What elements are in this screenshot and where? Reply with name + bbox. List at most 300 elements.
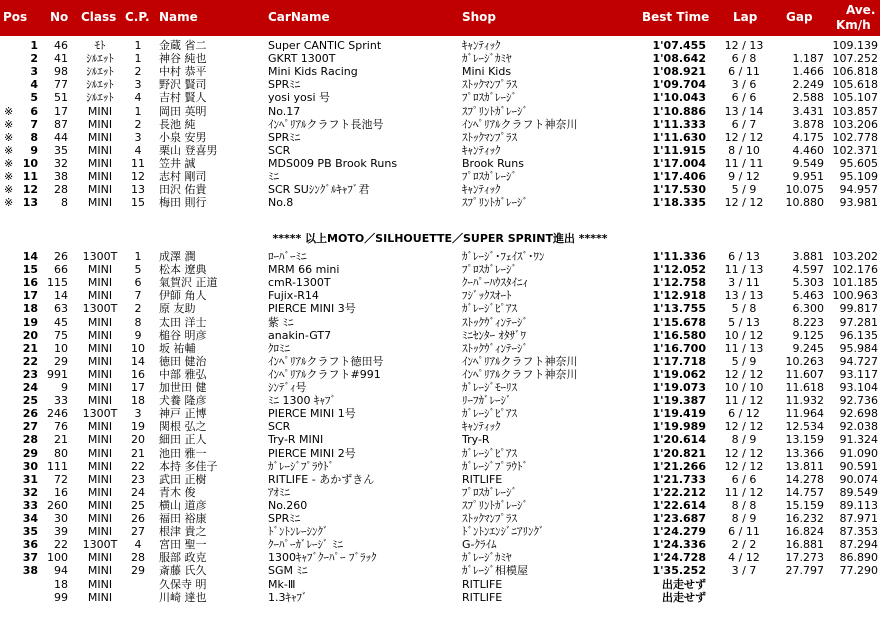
table-row <box>0 39 880 52</box>
row-no: 80 <box>54 446 68 460</box>
table-row <box>0 118 880 131</box>
row-mark: ※ <box>4 183 14 197</box>
header-lap: Lap <box>733 10 758 24</box>
row-lap: 12 / 13 <box>724 39 764 52</box>
row-carname: ｸｰﾊﾟｰｶﾞﾚｰｼﾞ ﾐﾆ <box>268 538 343 552</box>
row-gap: 16.881 <box>785 538 824 552</box>
row-shop: ｸｰﾊﾟｰﾊｳｽﾀｲﾆｨ <box>462 276 528 290</box>
row-best-time: 1'19.073 <box>652 381 706 394</box>
row-ave: 105.107 <box>832 91 878 105</box>
row-pos: 29 <box>22 446 38 460</box>
row-pos: 20 <box>22 328 38 342</box>
row-no: 38 <box>54 170 68 183</box>
row-class: MINI <box>87 498 113 512</box>
row-ave: 94.957 <box>839 183 878 197</box>
row-best-time: 1'15.678 <box>652 315 706 329</box>
row-shop: ﾘｰﾌｶﾞﾚｰｼﾞ <box>462 394 512 408</box>
row-pos: 13 <box>22 196 38 210</box>
row-cp: 19 <box>131 420 145 434</box>
table-row <box>0 183 880 196</box>
row-class: MINI <box>87 143 113 157</box>
row-gap: 10.075 <box>785 183 824 197</box>
row-name: 成澤 潤 <box>159 250 196 263</box>
row-class: MINI <box>87 328 113 342</box>
row-cp: 22 <box>131 459 145 473</box>
row-best-time: 1'12.052 <box>652 263 706 277</box>
row-pos: 14 <box>22 250 38 263</box>
row-class: 1300T <box>82 302 118 316</box>
row-class: ｼﾙｴｯﾄ <box>86 65 114 79</box>
row-no: 87 <box>54 117 68 131</box>
table-row <box>0 276 880 289</box>
row-no: 111 <box>47 459 68 473</box>
row-ave: 102.176 <box>832 263 878 277</box>
row-mark: ※ <box>4 196 14 210</box>
row-lap: 9 / 12 <box>728 170 760 183</box>
row-carname: Mk-Ⅲ <box>268 577 296 591</box>
row-lap: 11 / 12 <box>724 485 764 499</box>
row-name: 細田 正人 <box>159 433 207 447</box>
row-cp: 14 <box>131 354 145 368</box>
row-no: 41 <box>54 52 68 66</box>
row-ave: 105.618 <box>832 78 878 92</box>
row-class: MINI <box>87 381 113 394</box>
row-no: 16 <box>54 485 68 499</box>
row-ave: 95.984 <box>839 341 878 355</box>
row-pos: 1 <box>30 39 38 52</box>
row-cp: 4 <box>134 91 142 105</box>
row-ave: 87.353 <box>839 525 878 539</box>
row-shop: ﾐﾆｾﾝﾀｰ ｵﾀｻﾞﾜ <box>462 328 526 342</box>
row-class: MINI <box>87 170 113 183</box>
row-class: MINI <box>87 472 113 486</box>
table-row <box>0 460 880 473</box>
row-class: MINI <box>87 289 113 303</box>
row-class: MINI <box>87 420 113 434</box>
row-shop: ｲﾝﾍﾟﾘｱﾙクラフト神奈川 <box>462 367 578 381</box>
table-row <box>0 551 880 564</box>
row-shop: ﾌﾟﾛｽｶﾞﾚｰｼﾞ <box>462 170 517 183</box>
row-best-time: 出走せず <box>662 577 706 591</box>
row-cp: 4 <box>134 538 142 552</box>
row-carname: ｼﾝﾃﾞｨ号 <box>268 381 307 394</box>
row-class: MINI <box>87 446 113 460</box>
row-pos: 21 <box>22 341 38 355</box>
row-carname: SGM ﾐﾆ <box>268 564 308 578</box>
row-name: 青木 俊 <box>159 485 196 499</box>
row-shop: RITLIFE <box>462 577 503 591</box>
row-best-time: 1'16.700 <box>652 341 706 355</box>
row-carname: Fujix-R14 <box>268 289 319 303</box>
row-cp: 1 <box>134 104 142 118</box>
row-gap: 5.463 <box>792 289 824 303</box>
row-best-time: 1'17.718 <box>652 354 706 368</box>
row-lap: 8 / 10 <box>728 143 760 157</box>
row-carname: PIERCE MINI 2号 <box>268 446 356 460</box>
row-cp: 11 <box>131 156 145 170</box>
table-row <box>0 407 880 420</box>
row-lap: 6 / 6 <box>731 472 757 486</box>
row-carname: PIERCE MINI 1号 <box>268 407 356 421</box>
table-row <box>0 447 880 460</box>
row-best-time: 出走せず <box>662 590 706 604</box>
table-row <box>0 196 880 209</box>
row-lap: 4 / 12 <box>728 551 760 565</box>
row-lap: 6 / 11 <box>728 525 760 539</box>
table-row <box>0 289 880 302</box>
row-pos: 2 <box>30 52 38 66</box>
row-shop: ｷｬﾝﾃｨｯｸ <box>462 183 501 197</box>
row-lap: 12 / 12 <box>724 367 764 381</box>
table-row <box>0 578 880 591</box>
row-best-time: 1'09.704 <box>652 78 706 92</box>
row-lap: 5 / 9 <box>731 183 757 197</box>
row-name: 斎藤 氏久 <box>159 564 207 578</box>
row-carname: SPRﾐﾆ <box>268 78 301 92</box>
row-gap: 4.460 <box>792 143 824 157</box>
row-ave: 93.981 <box>839 196 878 210</box>
row-shop: ｶﾞﾚｰｼﾞ相模屋 <box>462 564 528 578</box>
row-class: MINI <box>87 117 113 131</box>
row-carname: No.260 <box>268 498 308 512</box>
row-shop: ｽﾌﾟﾘﾝﾄｶﾞﾚｰｼﾞ <box>462 498 528 512</box>
table-header <box>0 0 880 36</box>
row-class: MINI <box>87 263 113 277</box>
row-class: ｼﾙｴｯﾄ <box>86 78 114 92</box>
table-row <box>0 65 880 78</box>
row-ave: 90.074 <box>839 472 878 486</box>
table-row <box>0 52 880 65</box>
row-class: MINI <box>87 354 113 368</box>
row-best-time: 1'20.614 <box>652 433 706 447</box>
row-lap: 13 / 13 <box>724 289 764 303</box>
row-mark: ※ <box>4 104 14 118</box>
table-row <box>0 316 880 329</box>
row-ave: 102.371 <box>832 143 878 157</box>
row-best-time: 1'19.989 <box>652 420 706 434</box>
row-shop: Try-R <box>462 433 490 447</box>
row-class: MINI <box>87 104 113 118</box>
row-class: MINI <box>87 315 113 329</box>
row-no: 8 <box>61 196 68 210</box>
row-mark: ※ <box>4 156 14 170</box>
row-best-time: 1'12.758 <box>652 276 706 290</box>
row-gap: 5.303 <box>792 276 824 290</box>
row-shop: Brook Runs <box>462 156 524 170</box>
row-cp: 5 <box>134 263 142 277</box>
row-gap: 14.757 <box>785 485 824 499</box>
row-no: 44 <box>54 130 68 144</box>
row-no: 991 <box>47 367 68 381</box>
row-gap: 11.964 <box>785 407 824 421</box>
row-pos: 7 <box>30 117 38 131</box>
row-carname: Super CANTIC Sprint <box>268 39 382 52</box>
row-carname: SCR <box>268 420 291 434</box>
row-gap: 16.232 <box>785 512 824 525</box>
row-pos: 8 <box>30 130 38 144</box>
row-cp: 13 <box>131 183 145 197</box>
row-best-time: 1'08.642 <box>652 52 706 66</box>
row-pos: 11 <box>22 170 38 183</box>
table-row <box>0 144 880 157</box>
row-shop: ｲﾝﾍﾟﾘｱﾙクラフト神奈川 <box>462 354 578 368</box>
row-gap: 13.811 <box>785 459 824 473</box>
row-pos: 26 <box>22 407 38 421</box>
row-cp: 27 <box>131 525 145 539</box>
row-lap: 2 / 2 <box>731 538 757 552</box>
row-cp: 25 <box>131 498 145 512</box>
row-best-time: 1'10.886 <box>652 104 706 118</box>
row-carname: ｲﾝﾍﾟﾘｱﾙクラフト#991 <box>268 367 381 381</box>
row-best-time: 1'17.406 <box>652 170 706 183</box>
row-gap: 2.249 <box>792 78 824 92</box>
table-row <box>0 355 880 368</box>
row-pos: 37 <box>22 551 38 565</box>
row-shop: ｽﾄｯｸﾏﾝﾌﾟﾗｽ <box>462 78 517 92</box>
row-gap: 15.159 <box>785 498 824 512</box>
row-no: 17 <box>54 104 68 118</box>
row-lap: 10 / 12 <box>724 328 764 342</box>
row-shop: ｽﾄｯｸﾏﾝﾌﾟﾗｽ <box>462 512 517 525</box>
row-no: 21 <box>54 433 68 447</box>
row-gap: 3.431 <box>792 104 824 118</box>
row-pos: 30 <box>22 459 38 473</box>
row-cp: 1 <box>134 250 142 263</box>
row-class: 1300T <box>82 250 118 263</box>
row-best-time: 1'17.530 <box>652 183 706 197</box>
row-ave: 93.104 <box>839 381 878 394</box>
row-pos: 10 <box>22 156 38 170</box>
row-class: ｼﾙｴｯﾄ <box>86 52 114 66</box>
table-row <box>0 525 880 538</box>
table-row <box>0 538 880 551</box>
row-mark: ※ <box>4 143 14 157</box>
row-ave: 101.185 <box>832 276 878 290</box>
row-shop: ｶﾞﾚｰｼﾞ･ﾌｪｲｽﾞ･ﾜﾝ <box>462 250 545 263</box>
header-carname: CarName <box>268 10 330 24</box>
table-row <box>0 105 880 118</box>
row-class: MINI <box>87 551 113 565</box>
row-pos: 4 <box>30 78 38 92</box>
row-ave: 96.135 <box>839 328 878 342</box>
row-name: 久保寺 明 <box>159 577 207 591</box>
row-class: MINI <box>87 394 113 408</box>
row-carname: ﾐﾆ 1300 ｷｬﾌﾞ <box>268 394 336 408</box>
header-class: Class <box>81 10 117 24</box>
row-gap: 3.881 <box>792 250 824 263</box>
row-carname: ｲﾝﾍﾟﾘｱﾙクラフト長池号 <box>268 117 384 131</box>
row-gap: 14.278 <box>785 472 824 486</box>
row-ave: 89.113 <box>839 498 878 512</box>
row-name: 加世田 健 <box>159 381 207 394</box>
row-no: 76 <box>54 420 68 434</box>
row-lap: 12 / 12 <box>724 196 764 210</box>
advance-banner: ***** 以上MOTO／SILHOUETTE／SUPER SPRINT進出 ***** <box>272 232 608 245</box>
row-ave: 89.549 <box>839 485 878 499</box>
row-best-time: 1'24.336 <box>652 538 706 552</box>
row-pos: 31 <box>22 472 38 486</box>
table-row <box>0 250 880 263</box>
row-name: 長池 純 <box>159 117 196 131</box>
row-best-time: 1'16.580 <box>652 328 706 342</box>
row-name: 神戸 正博 <box>159 407 207 421</box>
row-no: 115 <box>47 276 68 290</box>
row-gap: 13.159 <box>785 433 824 447</box>
row-best-time: 1'11.333 <box>652 117 706 131</box>
table-row <box>0 473 880 486</box>
row-best-time: 1'07.455 <box>652 39 706 52</box>
row-best-time: 1'18.335 <box>652 196 706 210</box>
table-row <box>0 302 880 315</box>
row-ave: 91.090 <box>839 446 878 460</box>
row-ave: 94.727 <box>839 354 878 368</box>
row-shop: ｽﾄｯｸﾏﾝﾌﾟﾗｽ <box>462 130 517 144</box>
row-gap: 2.588 <box>792 91 824 105</box>
row-no: 66 <box>54 263 68 277</box>
row-carname: SPRﾐﾆ <box>268 130 301 144</box>
row-pos: 22 <box>22 354 38 368</box>
row-shop: Mini Kids <box>462 65 512 79</box>
row-shop: ﾌﾟﾛｽｶﾞﾚｰｼﾞ <box>462 91 517 105</box>
table-row <box>0 499 880 512</box>
row-gap: 10.880 <box>785 196 824 210</box>
row-gap: 13.366 <box>785 446 824 460</box>
row-no: 99 <box>54 590 68 604</box>
row-gap: 9.125 <box>792 328 824 342</box>
row-cp: 18 <box>131 394 145 408</box>
row-ave: 109.139 <box>832 39 878 52</box>
row-cp: 21 <box>131 446 145 460</box>
row-ave: 106.818 <box>832 65 878 79</box>
row-ave: 91.324 <box>839 433 878 447</box>
header-gap: Gap <box>786 10 813 24</box>
table-row <box>0 342 880 355</box>
row-ave: 97.281 <box>839 315 878 329</box>
row-carname: SCR <box>268 143 291 157</box>
row-name: 吉村 賢人 <box>159 91 207 105</box>
row-lap: 5 / 13 <box>728 315 760 329</box>
table-row <box>0 394 880 407</box>
row-no: 63 <box>54 302 68 316</box>
row-shop: ｷｬﾝﾃｨｯｸ <box>462 39 501 52</box>
row-ave: 102.778 <box>832 130 878 144</box>
row-name: 槌谷 明彦 <box>159 328 207 342</box>
table-row <box>0 78 880 91</box>
row-pos: 38 <box>22 564 38 578</box>
row-ave: 100.963 <box>832 289 878 303</box>
table-row <box>0 263 880 276</box>
row-no: 14 <box>54 289 68 303</box>
row-shop: RITLIFE <box>462 590 503 604</box>
row-name: 福田 裕康 <box>159 512 207 525</box>
row-cp: 15 <box>131 196 145 210</box>
row-cp: 6 <box>134 276 142 290</box>
table-row <box>0 131 880 144</box>
row-carname: GKRT 1300T <box>268 52 336 66</box>
row-class: MINI <box>87 512 113 525</box>
row-shop: ｶﾞﾚｰｼﾞｶﾐﾔ <box>462 52 512 66</box>
row-pos: 12 <box>22 183 38 197</box>
header-kmh: Km/h <box>836 18 871 32</box>
row-carname: yosi yosi 号 <box>268 91 331 105</box>
row-no: 94 <box>54 564 68 578</box>
header-best-time: Best Time <box>642 10 710 24</box>
row-pos: 6 <box>30 104 38 118</box>
row-lap: 3 / 11 <box>728 276 760 290</box>
row-gap: 9.549 <box>792 156 824 170</box>
table-row <box>0 329 880 342</box>
row-gap: 16.824 <box>785 525 824 539</box>
row-cp: 10 <box>131 341 145 355</box>
row-carname: ﾛｰﾊﾞｰﾐﾆ <box>268 250 307 263</box>
row-carname: Try-R MINI <box>268 433 324 447</box>
row-shop: ｶﾞﾚｰｼﾞﾓｰﾘｽ <box>462 381 517 394</box>
table-row <box>0 420 880 433</box>
row-lap: 10 / 10 <box>724 381 764 394</box>
row-pos: 35 <box>22 525 38 539</box>
row-name: 関根 弘之 <box>159 420 207 434</box>
row-ave: 103.857 <box>832 104 878 118</box>
row-class: 1300T <box>82 407 118 421</box>
row-pos: 36 <box>22 538 38 552</box>
row-pos: 24 <box>22 381 38 394</box>
row-ave: 103.202 <box>832 250 878 263</box>
row-pos: 5 <box>30 91 38 105</box>
table-row <box>0 170 880 183</box>
row-best-time: 1'11.630 <box>652 130 706 144</box>
row-ave: 87.971 <box>839 512 878 525</box>
row-best-time: 1'12.918 <box>652 289 706 303</box>
row-class: MINI <box>87 276 113 290</box>
row-shop: ﾌｼﾞｯｸｽｵｰﾄ <box>462 289 512 303</box>
row-pos: 17 <box>22 289 38 303</box>
row-class: MINI <box>87 130 113 144</box>
row-best-time: 1'21.266 <box>652 459 706 473</box>
row-no: 51 <box>54 91 68 105</box>
row-ave: 107.252 <box>832 52 878 66</box>
row-lap: 8 / 9 <box>731 433 757 447</box>
row-carname: ﾄﾞﾝﾄﾝﾚｰｼﾝｸﾞ <box>268 525 329 539</box>
row-carname: Mini Kids Racing <box>268 65 358 79</box>
row-ave: 103.206 <box>832 117 878 131</box>
row-pos: 34 <box>22 512 38 525</box>
row-pos: 15 <box>22 263 38 277</box>
row-no: 18 <box>54 577 68 591</box>
row-name: 宮田 聖一 <box>159 538 207 552</box>
row-gap: 11.607 <box>785 367 824 381</box>
row-gap: 27.797 <box>785 564 824 578</box>
row-no: 75 <box>54 328 68 342</box>
row-class: MINI <box>87 196 113 210</box>
row-best-time: 1'24.279 <box>652 525 706 539</box>
row-best-time: 1'11.915 <box>652 143 706 157</box>
row-ave: 95.109 <box>839 170 878 183</box>
row-name: 伊師 角人 <box>159 289 207 303</box>
table-row <box>0 512 880 525</box>
table-row <box>0 486 880 499</box>
row-shop: G-ｸﾗｲﾑ <box>462 538 497 552</box>
row-no: 26 <box>54 250 68 263</box>
row-pos: 25 <box>22 394 38 408</box>
row-class: MINI <box>87 577 113 591</box>
row-cp: 2 <box>134 117 142 131</box>
row-name: 中部 雅弘 <box>159 367 207 381</box>
row-class: MINI <box>87 156 113 170</box>
row-pos: 16 <box>22 276 38 290</box>
row-no: 32 <box>54 156 68 170</box>
row-carname: 紫 ﾐﾆ <box>268 315 294 329</box>
row-name: 徳田 健治 <box>159 354 207 368</box>
